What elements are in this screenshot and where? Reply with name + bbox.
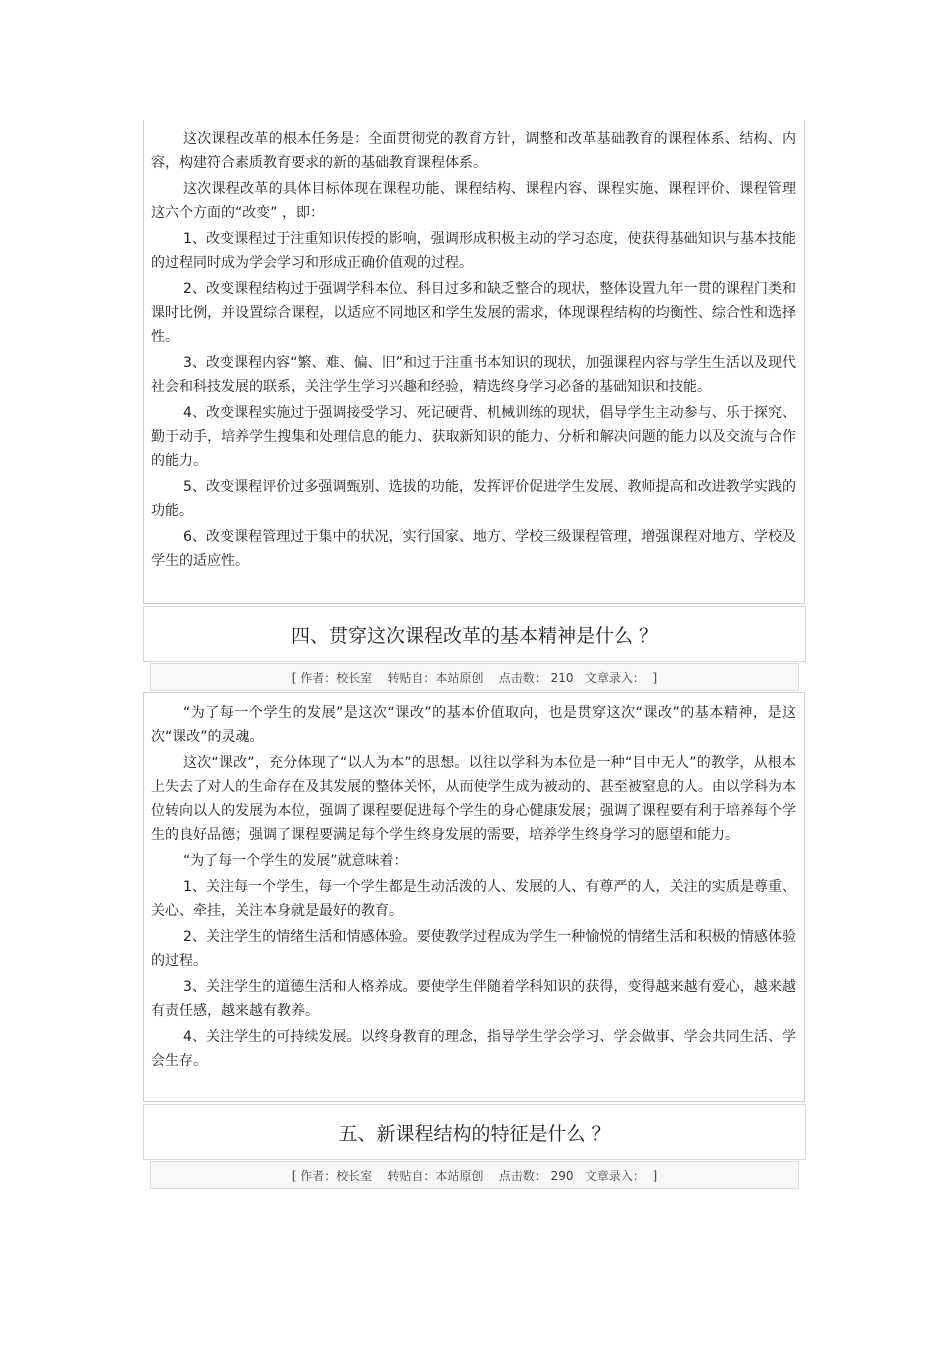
section4-paragraph-6: 3、关注学生的道德生活和人格养成。要使学生伴随着学科知识的获得，变得越来越有爱心，越来越有责任感，越来越有教养。 xyxy=(151,979,796,1019)
section4-paragraph-4: 1、关注每一个学生，每一个学生都是生动活泼的人、发展的人、有尊严的人，关注的实质是尊重、关心、牵挂，关注本身就是最好的教育。 xyxy=(151,879,796,919)
section5-title-text: 五、新课程结构的特征是什么 ？ xyxy=(338,1122,611,1145)
section4-meta-bar xyxy=(150,663,799,691)
section3-paragraph-5: 3、改变课程内容“繁、难、偏、旧”和过于注重书本知识的现状，加强课程内容与学生生活以及现代社会和科技发展的联系，关注学生学习兴趣和经验，精选终身学习必备的基础知识和技能。 xyxy=(151,355,796,395)
section3-paragraph-3: 1、改变课程过于注重知识传授的影响，强调形成积极主动的学习态度，使获得基础知识与基本技能的过程同时成为学会学习和形成正确价值观的过程。 xyxy=(151,231,796,271)
section4-paragraph-1: “为了每一个学生的发展”是这次“课改”的基本价值取向，也是贯穿这次“课改”的基本精神，是这次“课改”的灵魂。 xyxy=(151,705,796,745)
section4-paragraph-7: 4、关注学生的可持续发展。以终身教育的理念，指导学生学会学习、学会做事、学会共同生活、学会生存。 xyxy=(151,1029,796,1069)
section3-content xyxy=(143,120,805,604)
section4-title xyxy=(143,606,806,662)
section5-meta-text: [ 作者：校长室 转贴自：本站原创 点击数： 290 文章录入： ] xyxy=(291,1168,658,1183)
section5-title xyxy=(143,1104,806,1160)
section4-content xyxy=(143,692,805,1102)
section3-paragraph-1: 这次课程改革的根本任务是：全面贯彻党的教育方针，调整和改革基础教育的课程体系、结构、内容，构建符合素质教育要求的新的基础教育课程体系。 xyxy=(151,131,796,171)
section4-paragraph-3: “为了每一个学生的发展”就意味着： xyxy=(183,853,408,869)
section4-title-text: 四、贯穿这次课程改革的基本精神是什么 ？ xyxy=(290,624,659,647)
section3-paragraph-4: 2、改变课程结构过于强调学科本位、科目过多和缺乏整合的现状，整体设置九年一贯的课程门类和课时比例，并设置综合课程，以适应不同地区和学生发展的需求，体现课程结构的均衡性、综合性和选择性。 xyxy=(151,281,796,345)
section5-meta-bar xyxy=(150,1161,799,1189)
section3-paragraph-2: 这次课程改革的具体目标体现在课程功能、课程结构、课程内容、课程实施、课程评价、课程管理这六个方面的“改变” ，即： xyxy=(151,181,796,221)
section3-paragraph-6: 4、改变课程实施过于强调接受学习、死记硬背、机械训练的现状，倡导学生主动参与、乐于探究、勤于动手，培养学生搜集和处理信息的能力、获取新知识的能力、分析和解决问题的能力以及交流与合作的能力。 xyxy=(151,405,796,469)
section4-paragraph-2: 这次“课改”，充分体现了“以人为本”的思想。以往以学科为本位是一种“目中无人”的教学，从根本上失去了对人的生命存在及其发展的整体关怀，从而使学生成为被动的、甚至被窒息的人。由以学科为本位转向以人的发展为本位，强调了课程要促进每个学生的身心健康发展；强调了课程要有利于培养每个学生的良好品德；强调了课程要满足每个学生终身发展的需要，培养学生终身学习的愿望和能力。 xyxy=(151,755,796,843)
section4-meta-text: [ 作者：校长室 转贴自：本站原创 点击数： 210 文章录入： ] xyxy=(291,670,658,685)
section3-paragraph-8: 6、改变课程管理过于集中的状况，实行国家、地方、学校三级课程管理，增强课程对地方、学校及学生的适应性。 xyxy=(151,529,796,569)
section4-paragraph-5: 2、关注学生的情绪生活和情感体验。要使教学过程成为学生一种愉悦的情绪生活和积极的情感体验的过程。 xyxy=(151,929,796,969)
section3-paragraph-7: 5、改变课程评价过多强调甄别、选拔的功能，发挥评价促进学生发展、教师提高和改进教学实践的功能。 xyxy=(151,479,796,519)
